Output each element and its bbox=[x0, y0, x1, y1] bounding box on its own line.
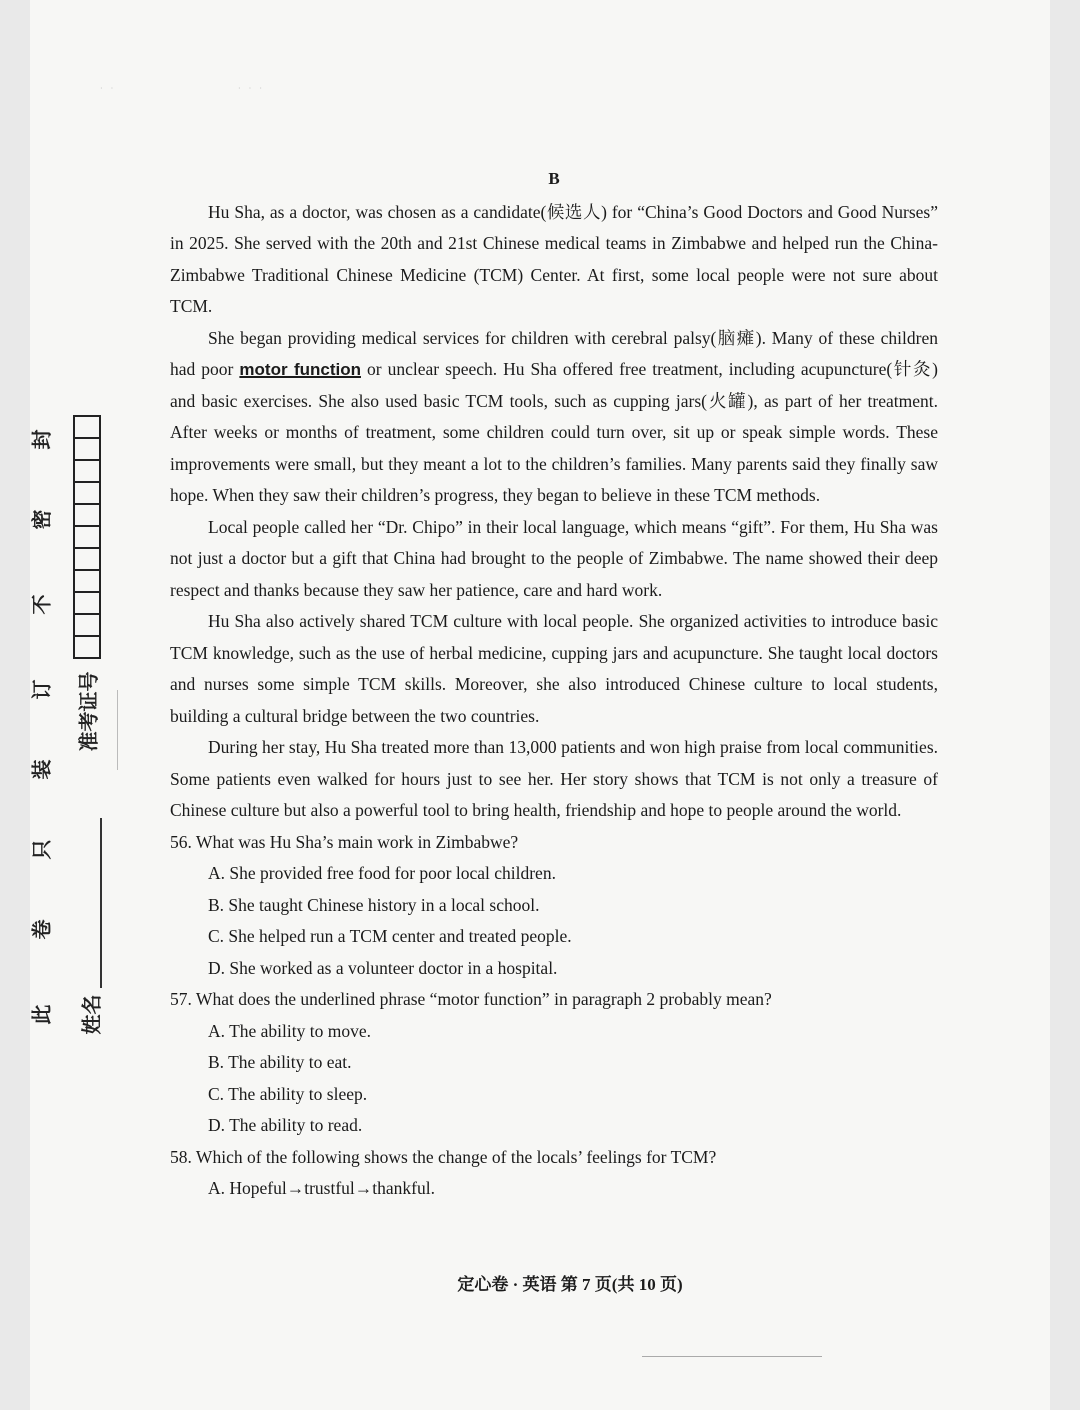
id-digit-box[interactable] bbox=[75, 417, 99, 439]
seal-char: 订 bbox=[29, 679, 54, 700]
id-digit-box[interactable] bbox=[75, 439, 99, 461]
answer-option[interactable]: B. She taught Chinese history in a local school. bbox=[208, 894, 540, 915]
question-stem: 57. What does the underlined phrase “motor function” in paragraph 2 probably mean? bbox=[170, 989, 772, 1009]
id-digit-box[interactable] bbox=[75, 527, 99, 549]
name-label: 姓名 bbox=[79, 994, 104, 1035]
answer-option[interactable]: A. She provided free food for poor local children. bbox=[208, 863, 556, 883]
question-stem: 56. What was Hu Sha’s main work in Zimbabwe? bbox=[170, 831, 519, 852]
paragraph bbox=[170, 323, 938, 512]
underlined-phrase: motor function bbox=[239, 360, 361, 379]
scan-specks: · · bbox=[100, 84, 117, 93]
id-digit-box[interactable] bbox=[75, 571, 99, 593]
paragraph: Local people called her “Dr. Chipo” in their local language, which means “gift”. For them, Hu Sha was not just a doctor but a gift that China had brought to the people of Zimbabwe. The name showed their deep respect and thanks because they saw her patience, care and hard work. bbox=[170, 516, 938, 600]
id-digit-box[interactable] bbox=[75, 549, 99, 571]
paragraph: Hu Sha, as a doctor, was chosen as a candidate(候选人) for “China’s Good Doctors and Good Nurses” in 2025. She served with the 20th and 21st Chinese medical teams in Zimbabwe and helped run the China-Zimbabwe Traditional Chinese Medicine (TCM) Center. At first, some local people were not sure about TCM. bbox=[170, 201, 938, 316]
seal-char: 装 bbox=[29, 759, 54, 780]
answer-option[interactable]: C. The ability to sleep. bbox=[208, 1083, 368, 1104]
paragraph: Hu Sha also actively shared TCM culture with local people. She organized activities to introduce basic TCM knowledge, such as the use of herbal medicine, cupping jars and acupuncture. She taught local doctors and nurses some simple TCM skills. Moreover, she also introduced Chinese culture to local students, building a cultural bridge between the two countries. bbox=[170, 611, 938, 726]
answer-option[interactable]: A. Hopeful→trustful→thankful. bbox=[208, 1178, 435, 1198]
seal-char: 只 bbox=[29, 839, 54, 860]
id-digit-box[interactable] bbox=[75, 637, 99, 659]
paragraph: During her stay, Hu Sha treated more than 13,000 patients and won high praise from local communities. Some patients even walked for hours just to see her. Her story shows that TCM is not only a treasure of Chinese culture but also a powerful tool to bring health, friendship and hope to people around the world. bbox=[170, 737, 938, 820]
answer-option[interactable]: A. The ability to move. bbox=[208, 1020, 371, 1041]
reading-passage bbox=[170, 163, 938, 1205]
answer-option[interactable]: D. The ability to read. bbox=[208, 1115, 363, 1135]
paragraph-text: or unclear speech. Hu Sha offered free treatment, including acupuncture(针灸) and basic exercises. She also used basic TCM tools, such as cupping jars(火罐), as part of her treatment. After weeks or months of treatment, some children could turn over, sit up or speak simple words. These improvements were small, but they meant a lot to the children’s families. Many parents said they finally saw hope. When they saw their children’s progress, they began to believe in these TCM methods. bbox=[170, 359, 939, 505]
seal-char: 卷 bbox=[29, 919, 54, 940]
id-digit-box[interactable] bbox=[75, 461, 99, 483]
footer-rule bbox=[642, 1356, 822, 1357]
seal-char: 此 bbox=[29, 1004, 54, 1025]
exam-number-label: 准考证号 bbox=[76, 671, 101, 752]
divider bbox=[117, 690, 118, 770]
id-digit-box[interactable] bbox=[75, 593, 99, 615]
answer-option[interactable]: D. She worked as a volunteer doctor in a hospital. bbox=[208, 957, 558, 978]
id-digit-box[interactable] bbox=[75, 615, 99, 637]
seal-char: 密 bbox=[29, 509, 54, 530]
id-digit-box[interactable] bbox=[75, 505, 99, 527]
page-footer: 定心卷 · 英语 第 7 页(共 10 页) bbox=[457, 1275, 683, 1294]
paragraph-text: She began providing medical services for children with cerebral palsy(脑瘫). Many of these children had poor bbox=[170, 327, 938, 379]
exam-number-boxes[interactable] bbox=[73, 415, 101, 659]
answer-option[interactable]: B. The ability to eat. bbox=[208, 1052, 352, 1072]
scan-specks: · · · bbox=[238, 84, 265, 93]
name-field-line[interactable] bbox=[100, 818, 102, 988]
answer-option[interactable]: C. She helped run a TCM center and treated people. bbox=[208, 926, 572, 946]
seal-char: 封 bbox=[29, 429, 54, 450]
question-stem: 58. Which of the following shows the change of the locals’ feelings for TCM? bbox=[170, 1146, 717, 1167]
id-digit-box[interactable] bbox=[75, 483, 99, 505]
section-heading: B bbox=[548, 169, 560, 188]
seal-char: 不 bbox=[29, 594, 54, 615]
